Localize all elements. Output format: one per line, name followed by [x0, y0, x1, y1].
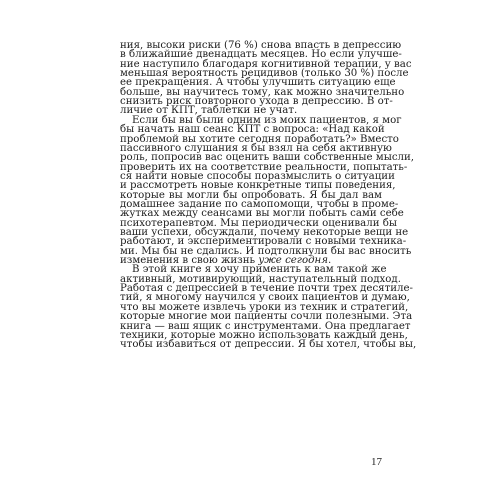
text-span: ми. Мы бы не сдались. И подтолкнули бы вас вносить — [120, 245, 412, 257]
text-span: В этой книге я хочу применить к вам такой же — [132, 264, 387, 276]
text-span: Если бы вы были одним из моих пациентов, я мог — [132, 114, 402, 126]
text-span: которые вы могли бы опробовать. Я бы дал вам — [120, 189, 382, 201]
text-span: техники, которые можно использовать каждый день, — [120, 329, 408, 341]
text-span: в ближайшие двенадцать месяцев. Но если улучше- — [120, 49, 402, 61]
text-span: тий, я многому научился у своих пациентов и думаю, — [120, 292, 410, 304]
text-span: Работая с депрессией в течение почти трех десятиле- — [120, 283, 413, 295]
text-span: домашнее задание по самопомощи, чтобы в проме- — [120, 198, 399, 210]
book-page-lower — [120, 0, 382, 500]
text-span: проверить их на соответствие реальности, попытать- — [120, 161, 408, 173]
text-span: изменения в свою жизнь — [120, 255, 259, 267]
text-span: работают, и экспериментировали с новыми техника- — [120, 236, 407, 248]
text-span: что вы можете извлечь уроки из техник и стратегий, — [120, 301, 409, 313]
text-span: личие от КПТ, таблетки не учат. — [120, 105, 298, 117]
text-span: роль, попросив вас оценить ваши собственные мысли, — [120, 152, 415, 164]
emphasis-text: уже сегодня — [258, 255, 328, 267]
text-span: ее прекращения. А чтобы улучшить ситуацию еще — [120, 77, 396, 89]
text-span: психотерапевтом. Мы периодически оценивали бы — [120, 217, 397, 229]
page-number: 17 — [371, 456, 382, 468]
text-span: пассивного слушания я бы взял на себя активную — [120, 142, 392, 154]
text-span: проблемой вы хотите сегодня поработать?» Вместо — [120, 133, 399, 145]
text-span: книга — ваш ящик с инструментами. Она предлагает — [120, 320, 411, 332]
text-span: ваши успехи, обсуждали, почему некоторые вещи не — [120, 227, 409, 238]
text-span: меньшая вероятность рецидивов (только 30 %) после — [120, 68, 409, 80]
text-span: больше, вы научитесь тому, как можно значительно — [120, 86, 405, 98]
text-span: ние наступило благодаря когнитивной терапии, у вас — [120, 58, 412, 70]
text-span: ния, высоки риски (76 %) снова впасть в депрессию — [120, 40, 402, 51]
text-span: жутках между сеансами вы могли побыть сами себе — [120, 208, 404, 220]
text-span: активный, мотивирующий, наступательный подход. — [120, 273, 401, 285]
text-span: бы начать наш сеанс КПТ с вопроса: «Над какой — [120, 124, 385, 136]
text-span: и рассмотреть новые конкретные типы поведения, — [120, 180, 396, 192]
text-span: . — [328, 255, 332, 267]
text-span: чтобы избавиться от депрессии. Я бы хотел, чтобы вы, — [120, 339, 417, 351]
text-span: снизить риск повторного ухода в депрессию. В от- — [120, 96, 393, 108]
text-span: которые многие мои пациенты сочли полезными. Эта — [120, 311, 413, 323]
text-span: ся найти новые способы поразмыслить о ситуации — [120, 170, 395, 182]
